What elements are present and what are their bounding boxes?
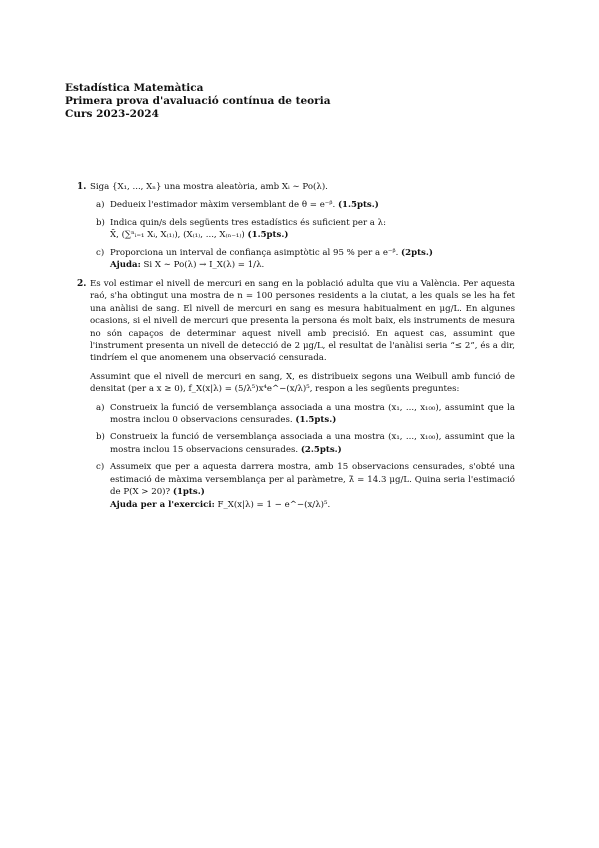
question-2c: [90, 461, 515, 511]
question-1a-points: (1.5pts.): [337, 200, 379, 211]
hint-text: F_X(x|λ) = 1 − e^−(x/λ)⁵.: [214, 499, 331, 510]
question-2-number: 2.: [77, 279, 87, 289]
question-2-model: Assumint que el nivell de mercuri en sang, X, es distribueix segons una Weibull amb funció de densitat (per a x ≥ 0), f_X(x|λ) = (5/λ⁵)x⁴e^−(x/λ)⁵, respon a les següents preguntes:: [90, 371, 515, 395]
question-1-hint: [110, 259, 515, 271]
question-2-context: Es vol estimar el nivell de mercuri en sang en la població adulta que viu a València. Per aquesta raó, s'ha obtingut una mostra de n = 100 persones residents a la ciutat, a les quals se les ha fet una anàlisi de sang. El nivell de mercuri en sang es mesura habitualment en μg/L. En algunes ocasions, si el nivell de mercuri que presenta la persona és molt baix, els instruments de mesura no són capaços de determinar aquest nivell amb precisió. En aquest cas, assumint que l'instrument presenta un nivell de detecció de 2 μg/L, el resultat de l'anàlisi seria “≤ 2”, és a dir, tindríem el que anomenem una observació censurada.: [90, 279, 515, 364]
item-label: a): [96, 200, 105, 211]
question-1a: [90, 199, 515, 211]
question-1c-points: (2pts.): [401, 247, 433, 258]
question-1b-statistics: X̄, (∑ⁿᵢ₌₁ Xᵢ, X₍₁₎), (X₍₁₎, ..., X₍ₙ₋₁₎): [110, 230, 248, 241]
exam-title: Primera prova d'avaluació contínua de teoria: [65, 95, 331, 107]
question-2-hint: [110, 499, 515, 511]
question-2b-points: (2.5pts.): [300, 444, 342, 455]
question-2b-text: Construeix la funció de versemblança associada a una mostra (x₁, ..., x₁₀₀), assumint que la mostra inclou 15 observacions censurades.: [110, 432, 515, 455]
item-label: b): [96, 432, 105, 443]
question-1b: [90, 217, 515, 242]
question-2b: [90, 431, 515, 456]
course-title: Estadística Matemàtica: [65, 82, 204, 94]
question-1-number: 1.: [77, 182, 87, 192]
question-1a-text: Dedueix l'estimador màxim versemblant de θ = e⁻ᵝ.: [110, 200, 338, 211]
item-label: c): [96, 462, 105, 473]
exam-header: [65, 82, 331, 121]
question-1b-text: Indica quin/s dels següents tres estadístics és suficient per a λ:: [110, 217, 387, 228]
question-1c: [90, 247, 515, 272]
question-1-intro: Siga {X₁, ..., Xₙ} una mostra aleatòria, amb Xᵢ ∼ Po(λ).: [90, 182, 328, 192]
question-2c-text: Assumeix que per a aquesta darrera mostra, amb 15 observacions censurades, s'obté una estimació de màxima versemblança per al paràmetre, λ̂ = 14.3 μg/L. Quina seria l'estimació de P(X > 20)?: [110, 462, 515, 498]
academic-year: Curs 2023-2024: [65, 108, 159, 120]
question-2a: [90, 402, 515, 427]
hint-label: Ajuda per a l'exercici:: [110, 499, 215, 510]
question-2a-text: Construeix la funció de versemblança associada a una mostra (x₁, ..., x₁₀₀), assumint que la mostra inclou 0 observacions censurades.: [110, 402, 515, 426]
question-2c-points: (1pts.): [172, 487, 205, 498]
question-1c-text: Proporciona un interval de confiança asimptòtic al 95 % per a e⁻ᵝ.: [110, 247, 402, 258]
item-label: c): [96, 247, 105, 258]
hint-text: Si X ∼ Po(λ) → I_X(λ) = 1/λ.: [140, 260, 265, 271]
question-1b-points: (1.5pts.): [247, 230, 289, 241]
question-2a-points: (1.5pts.): [295, 415, 337, 426]
item-label: a): [96, 402, 105, 413]
item-label: b): [96, 217, 105, 228]
hint-label: Ajuda:: [110, 260, 141, 271]
